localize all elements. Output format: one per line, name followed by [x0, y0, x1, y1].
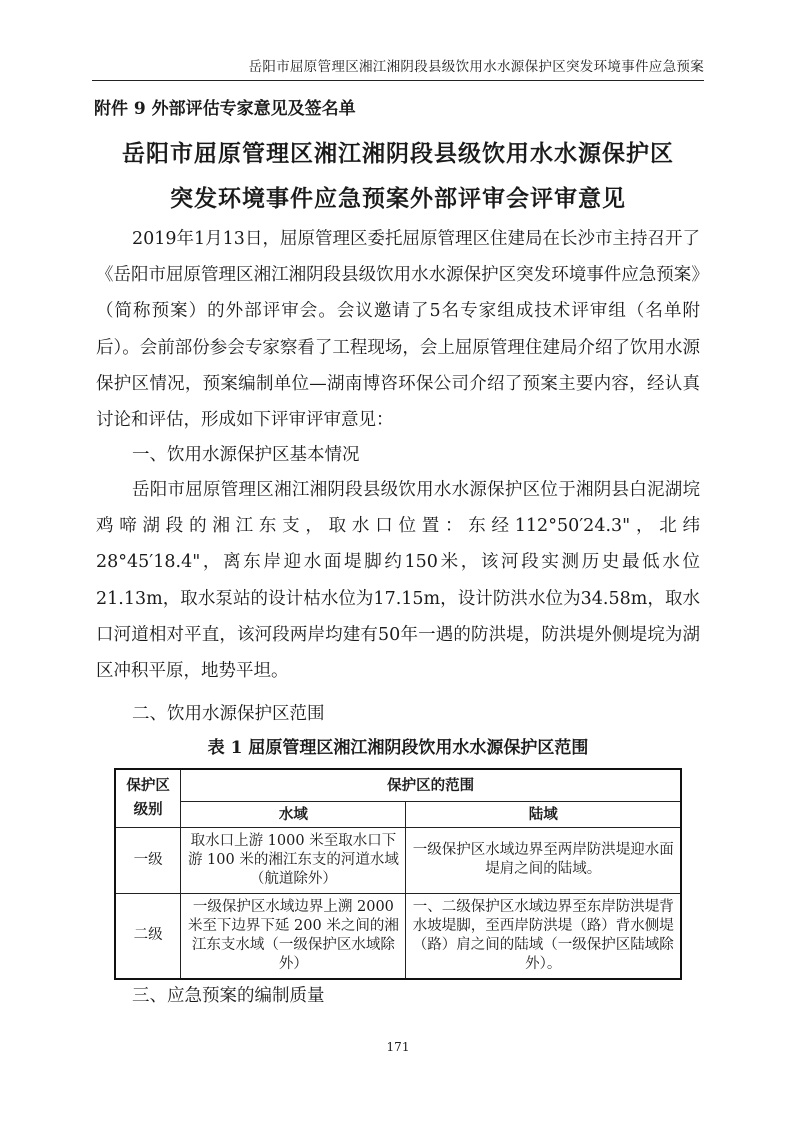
header-scope: 保护区的范围 [181, 769, 681, 801]
title-line-2: 突发环境事件应急预案外部评审会评审意见 [170, 185, 626, 212]
section-2-heading: 二、饮用水源保护区范围 [132, 704, 325, 724]
paragraph-basic-info: 岳阳市屈原管理区湘江湘阴段县级饮用水水源保护区位于湘阴县白泥湖垸鸡啼湖段的湘江东支，取水口位置：东经112°50′24.3"，北纬28°45′18.4"，离东岸迎水面堤脚约150米，该河段实测历史最低水位21.13m，取水泵站的设计枯水位为17.15m，设计防洪水位为34.58m，取水口河道相对平直，该河段两岸均建有50年一遇的防洪堤，防洪堤外侧堤垸为湖区冲积平原，地势平坦。 [96, 480, 700, 682]
page-number: 171 [386, 1040, 410, 1054]
title-line-1: 岳阳市屈原管理区湘江湘阴段县级饮用水水源保护区 [122, 140, 674, 167]
section-3-heading: 三、应急预案的编制质量 [132, 986, 325, 1006]
cell-water: 一级保护区水域边界上溯 2000 米至下边界下延 200 米之间的湘江东支水域（一级保护区水域除外） [181, 893, 406, 979]
annex-label: 附件 9 外部评估专家意见及签名单 [94, 99, 356, 119]
header-level: 保护区级别 [115, 769, 181, 827]
header-land: 陆域 [406, 801, 681, 827]
cell-water: 取水口上游 1000 米至取水口下游 100 米的湘江东支的河道水域（航道除外） [181, 827, 406, 893]
cell-level: 二级 [115, 893, 181, 979]
paragraph-meeting-summary: 2019年1月13日，屈原管理区委托屈原管理区住建局在长沙市主持召开了《岳阳市屈原管理区湘江湘阴段县级饮用水水源保护区突发环境事件应急预案》（简称预案）的外部评审会。会议邀请了5名专家组成技术评审组（名单附后）。会前部份参会专家察看了工程现场，会上屈原管理住建局介绍了饮用水源保护区情况，预案编制单位—湖南博咨环保公司介绍了预案主要内容，经认真讨论和评估，形成如下评审评审意见： [96, 229, 700, 431]
cell-land: 一级保护区水域边界至两岸防洪堤迎水面堤肩之间的陆域。 [406, 827, 681, 893]
table-caption: 表 1 屈原管理区湘江湘阴段饮用水水源保护区范围 [207, 738, 589, 758]
table-row [115, 827, 681, 893]
cell-level: 一级 [115, 827, 181, 893]
cell-land: 一、二级保护区水域边界至东岸防洪堤背水坡堤脚，至西岸防洪堤（路）背水侧堤（路）肩之间的陆域（一级保护区陆域除外）。 [406, 893, 681, 979]
running-header: 岳阳市屈原管理区湘江湘阴段县级饮用水水源保护区突发环境事件应急预案 [248, 59, 704, 75]
table-row [115, 893, 681, 979]
protection-zone-table [114, 768, 682, 980]
section-1-heading: 一、饮用水源保护区基本情况 [132, 445, 360, 465]
header-water: 水域 [181, 801, 406, 827]
header-rule [92, 80, 704, 81]
